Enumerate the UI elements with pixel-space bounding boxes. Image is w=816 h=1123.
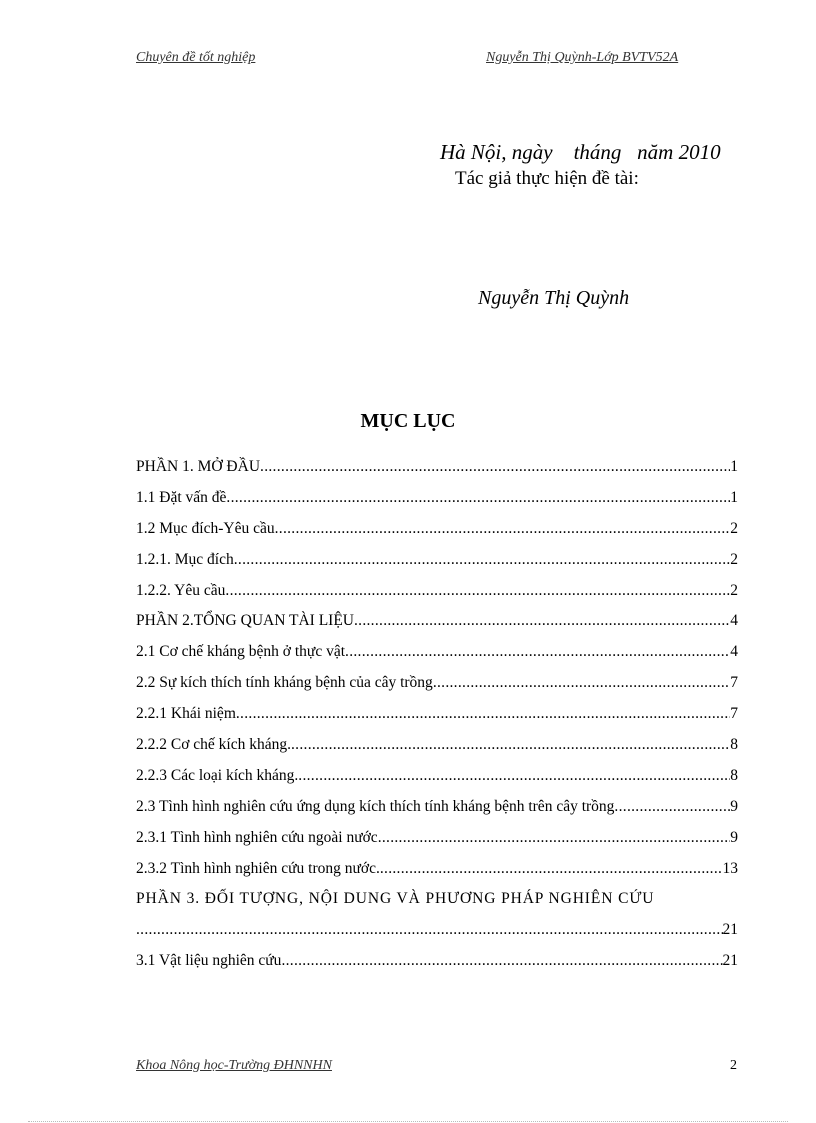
header-right-text: Nguyễn Thị Quỳnh-Lớp BVTV52A	[486, 50, 679, 65]
toc-entry-label: 2.1 Cơ chế kháng bệnh ở thực vật	[136, 643, 346, 661]
toc-entry-page: 1	[730, 458, 738, 475]
toc-leader-dots	[275, 520, 731, 538]
toc-entry-label: 2.2 Sự kích thích tính kháng bệnh của cây trồng	[136, 674, 433, 692]
toc-leader-dots	[281, 952, 722, 970]
header-left-text: Chuyên đề tốt nghiệp	[136, 50, 256, 65]
toc-entry[interactable]	[136, 705, 738, 736]
toc-entry-page: 13	[722, 859, 738, 877]
toc-entry-page: 8	[730, 736, 738, 754]
toc-entry-page: 2	[730, 519, 738, 537]
toc-entry-page: 1	[730, 488, 738, 506]
toc-entry-label: 1.2 Mục đích-Yêu cầu	[136, 519, 275, 537]
toc-entry-label: PHẦN 3. ĐỐI TƯỢNG, NỘI DUNG VÀ PHƯƠNG PHÁP NGHIÊN CỨU	[136, 890, 655, 908]
toc-entry[interactable]	[136, 736, 738, 767]
toc-entry-page: 2	[730, 581, 738, 599]
toc-entry-page: 4	[730, 643, 738, 661]
toc-entry[interactable]	[136, 520, 738, 551]
toc-entry-label: 2.3.2 Tình hình nghiên cứu trong nước.	[136, 859, 380, 877]
table-of-contents	[136, 458, 738, 983]
toc-title: MỤC LỤC	[360, 410, 456, 432]
footer-left-text: Khoa Nông học-Trường ĐHNNHN	[136, 1058, 332, 1073]
toc-entry[interactable]	[136, 952, 738, 983]
toc-entry[interactable]	[136, 829, 738, 860]
toc-entry-page: 9	[730, 828, 738, 846]
toc-entry[interactable]	[136, 612, 738, 643]
toc-entry-label: 1.2.2. Yêu cầu	[136, 581, 226, 599]
toc-leader-dots	[136, 921, 723, 939]
toc-entry[interactable]	[136, 860, 738, 891]
toc-leader-dots	[614, 798, 730, 816]
page-divider	[28, 1121, 788, 1122]
toc-entry-label: 2.3 Tình hình nghiên cứu ứng dụng kích thích tính kháng bệnh trên cây trồng	[136, 797, 615, 815]
toc-entry[interactable]	[136, 798, 738, 829]
toc-entry-label: 1.1 Đặt vấn đề	[136, 488, 227, 506]
toc-leader-dots	[298, 767, 730, 785]
toc-leader-dots	[291, 736, 730, 754]
toc-entry[interactable]	[136, 582, 738, 613]
toc-entry[interactable]	[136, 551, 738, 582]
toc-entry[interactable]	[136, 458, 738, 489]
toc-entry-page: 9	[730, 797, 738, 815]
signature-role: Tác giả thực hiện đề tài:	[455, 168, 639, 189]
toc-leader-dots	[225, 582, 730, 600]
toc-entry-label: 2.2.3 Các loại kích kháng.	[136, 766, 299, 784]
toc-leader-dots	[433, 674, 730, 692]
toc-leader-dots	[378, 829, 731, 847]
toc-leader-dots	[234, 551, 731, 569]
toc-leader-dots	[236, 705, 730, 723]
toc-entry-page: 21	[722, 952, 738, 970]
toc-entry-label: 3.1 Vật liệu nghiên cứu	[136, 952, 282, 970]
toc-entry-page: 8	[730, 766, 738, 784]
toc-entry-label: PHẦN 1. MỞ ĐẦU	[136, 458, 261, 475]
toc-entry-continuation[interactable]	[136, 921, 738, 952]
footer-page-number: 2	[730, 1058, 737, 1073]
toc-entry-label: 2.2.2 Cơ chế kích kháng.	[136, 736, 291, 754]
toc-entry-page: 7	[730, 705, 738, 723]
toc-entry-page: 7	[730, 674, 738, 692]
toc-leader-dots	[345, 643, 730, 661]
toc-entry-page: 2	[730, 550, 738, 568]
toc-entry-page: 4	[730, 612, 738, 630]
toc-leader-dots	[380, 860, 723, 878]
toc-leader-dots	[226, 489, 730, 507]
toc-entry-page: 21	[722, 921, 738, 939]
signature-date-line: Hà Nội, ngày tháng năm 2010	[440, 140, 721, 164]
toc-leader-dots	[354, 612, 730, 630]
toc-entry[interactable]	[136, 674, 738, 705]
toc-entry[interactable]	[136, 890, 738, 921]
toc-entry-label: 1.2.1. Mục đích	[136, 550, 234, 568]
signature-author-name: Nguyễn Thị Quỳnh	[478, 287, 630, 309]
toc-leader-dots	[260, 458, 730, 476]
toc-entry-label: 2.2.1 Khái niệm	[136, 705, 236, 723]
toc-entry[interactable]	[136, 489, 738, 520]
toc-entry[interactable]	[136, 643, 738, 674]
toc-entry-label: PHẦN 2.TỔNG QUAN TÀI LIỆU	[136, 612, 354, 630]
toc-entry[interactable]	[136, 767, 738, 798]
toc-entry-label: 2.3.1 Tình hình nghiên cứu ngoài nước	[136, 828, 378, 846]
